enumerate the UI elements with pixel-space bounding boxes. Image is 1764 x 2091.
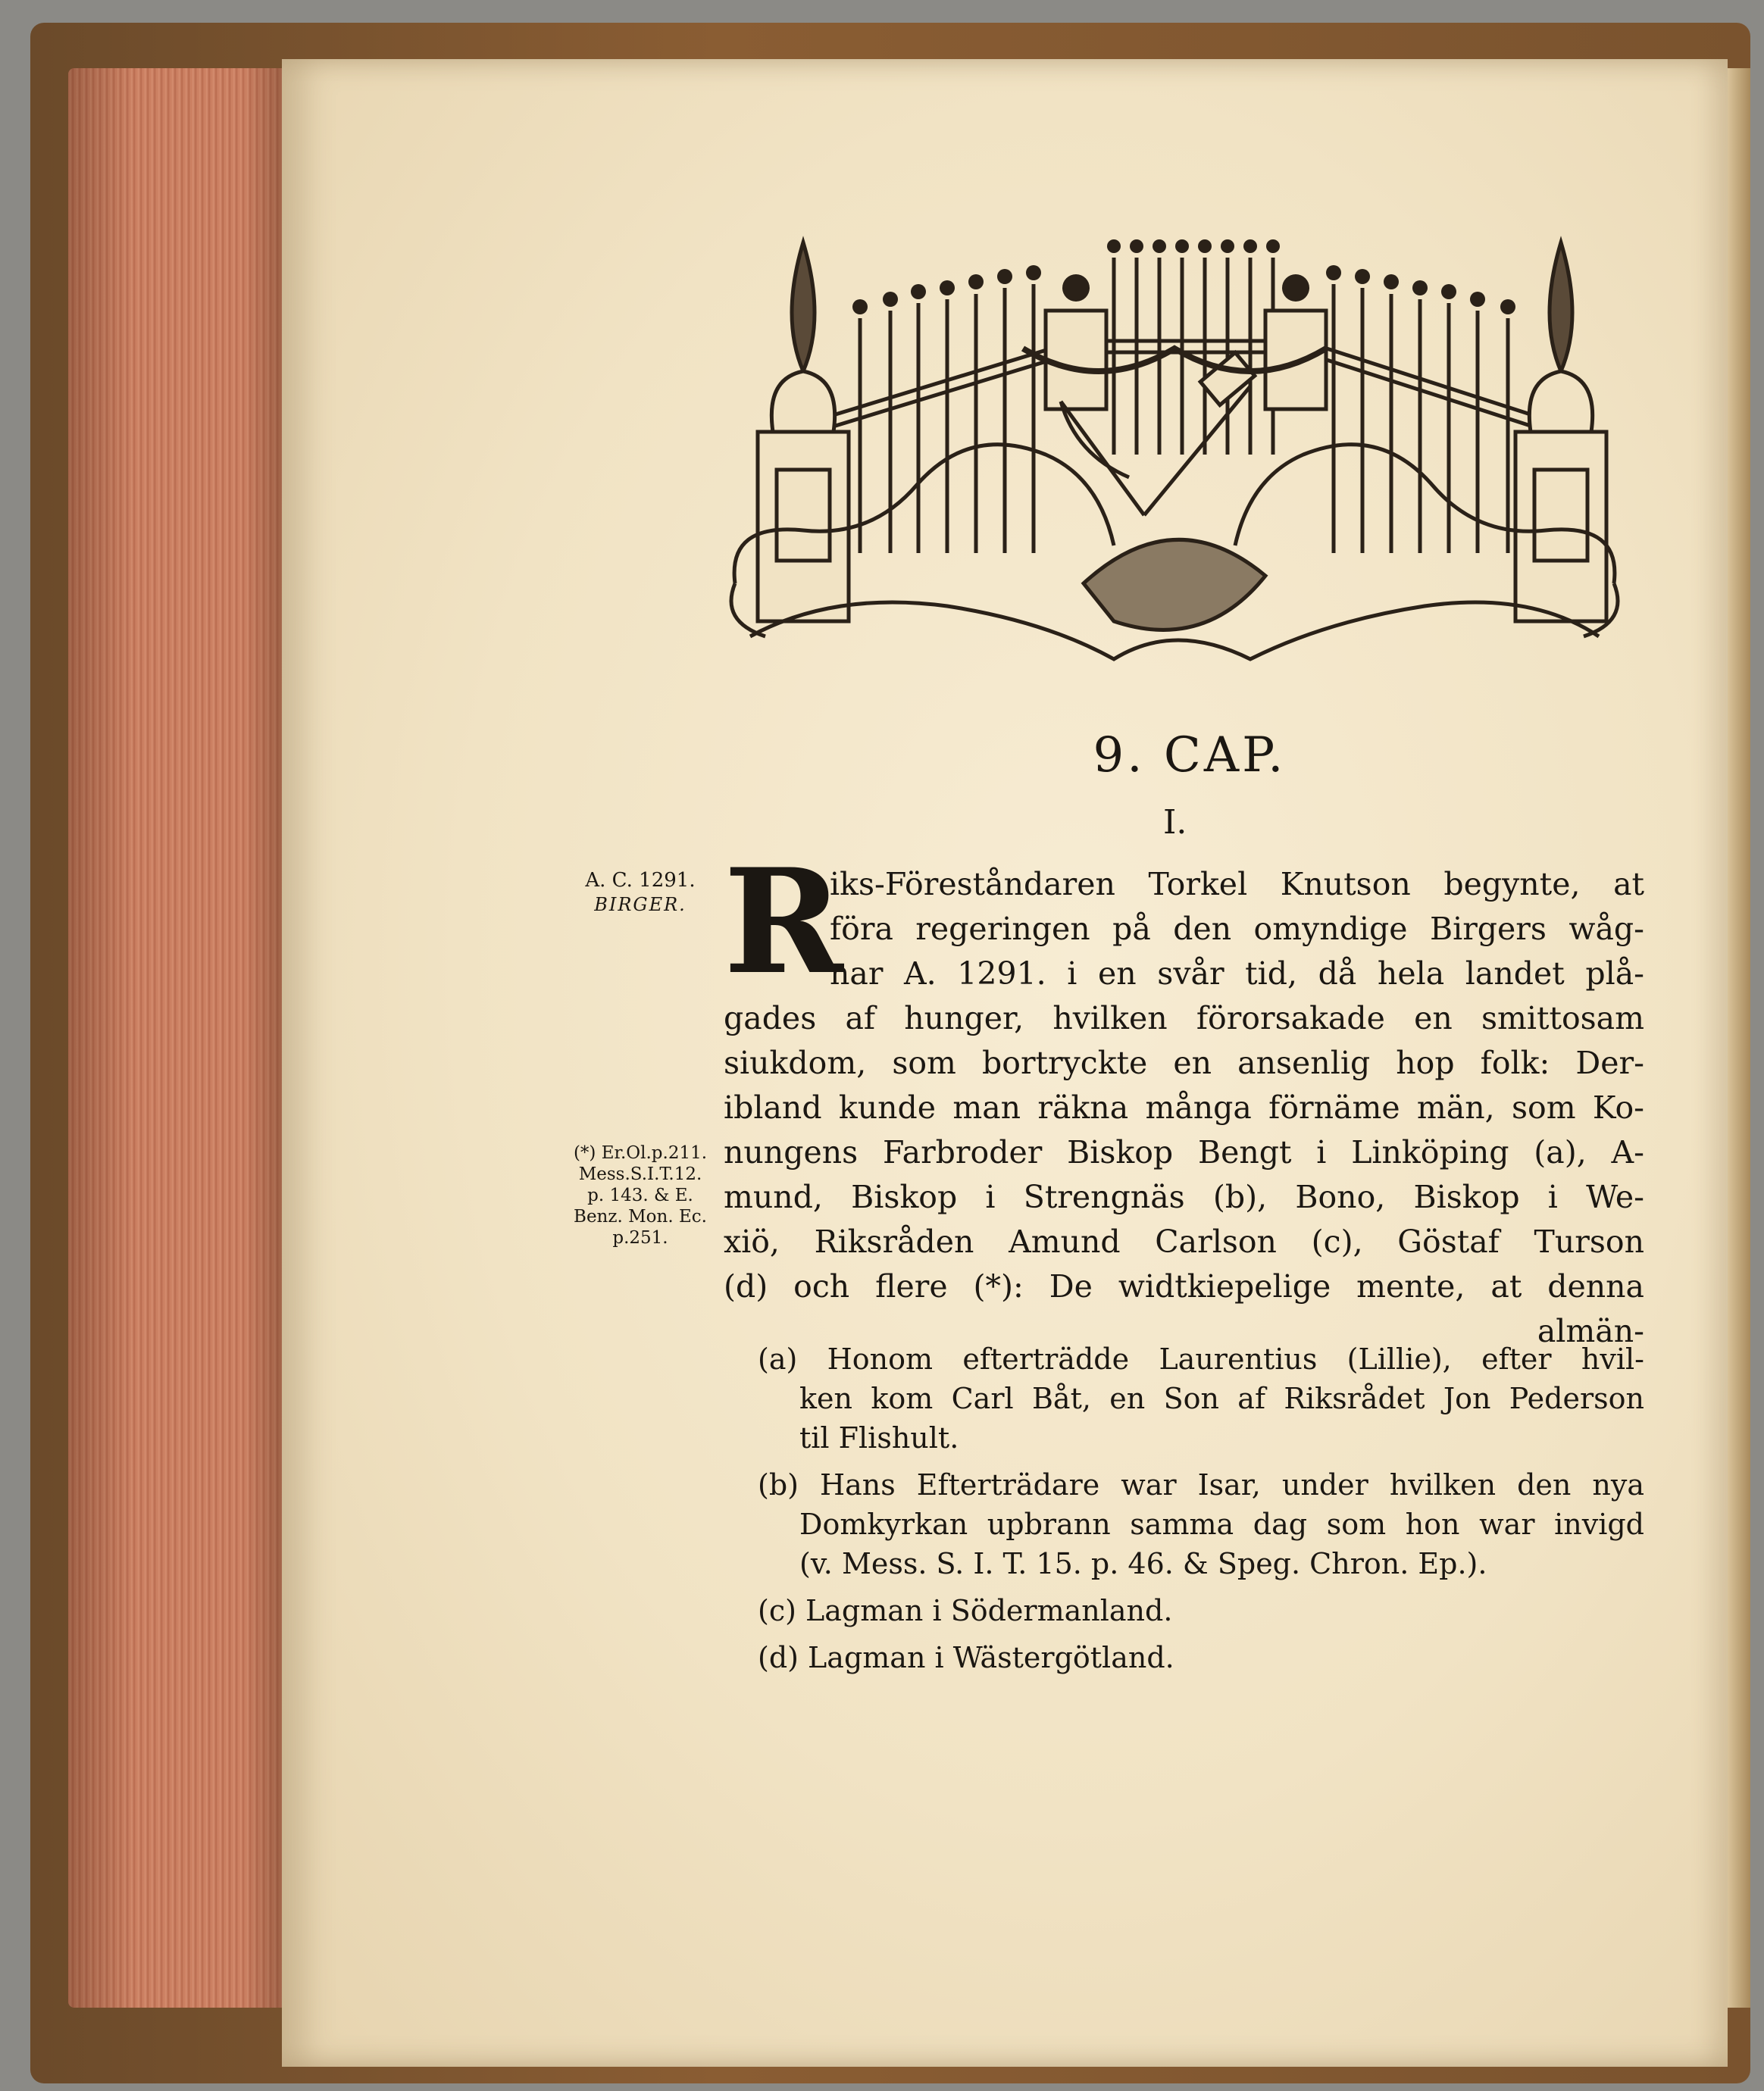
text-line: nungens Farbroder Biskop Bengt i Linköping (a), A-: [724, 1134, 1644, 1171]
text-line: ibland kunde man räkna många förnäme män, som Ko-: [724, 1089, 1644, 1126]
margin-note-line: (*) Er.Ol.p.211.: [573, 1143, 708, 1163]
footnotes: [758, 1339, 1644, 1677]
footnote-a-line: ken kom Carl Båt, en Son af Riksrådet Jon Pederson: [799, 1382, 1644, 1415]
text-line: mund, Biskop i Strengnäs (b), Bono, Biskop i We-: [724, 1179, 1644, 1215]
catchword: almän-: [1537, 1313, 1644, 1349]
drop-cap: R: [724, 837, 843, 1006]
right-page-edge: [1728, 68, 1750, 2008]
margin-note-line: p. 143. & E.: [587, 1186, 693, 1205]
margin-year: A. C. 1291.: [585, 869, 696, 892]
engraved-headpiece-ornament: [720, 227, 1629, 667]
text-line: föra regeringen på den omyndige Birgers wåg-: [830, 911, 1644, 947]
margin-note-line: Mess.S.I.T.12.: [578, 1164, 702, 1184]
margin-king-name: BIRGER.: [594, 894, 687, 915]
text-line: (d) och flere (*): De widtkiepelige mente, at denna: [724, 1268, 1644, 1305]
footnote-c-line: (c) Lagman i Södermanland.: [758, 1594, 1173, 1627]
footnote-b-line: (v. Mess. S. I. T. 15. p. 46. & Speg. Chron. Ep.).: [799, 1547, 1487, 1580]
text-line: gades af hunger, hvilken förorsakade en smittosam: [724, 1000, 1644, 1036]
footnote-a-line: (a) Honom efterträdde Laurentius (Lillie), efter hvil-: [758, 1342, 1644, 1376]
text-line: xiö, Riksråden Amund Carlson (c), Göstaf Turson: [724, 1224, 1644, 1260]
text-line: nar A. 1291. i en svår tid, då hela landet plå-: [830, 955, 1644, 992]
candles-right: [1334, 284, 1508, 553]
margin-note-line: Benz. Mon. Ec.: [574, 1207, 707, 1227]
footnote-b-line: (b) Hans Efterträdare war Isar, under hvilken den nya: [758, 1468, 1644, 1502]
section-number: I.: [1163, 803, 1187, 842]
footnote-a-line: til Flishult.: [799, 1421, 959, 1455]
footnote-b-line: Domkyrkan upbrann samma dag som hon war invigd: [799, 1508, 1644, 1541]
text-line: iks-Föreståndaren Torkel Knutson begynte, at: [830, 866, 1644, 902]
margin-reference-note: [557, 1142, 724, 1249]
footnote-d-line: (d) Lagman i Wästergötland.: [758, 1641, 1174, 1674]
chapter-title: 9. CAP.: [1093, 727, 1287, 783]
main-text: [724, 837, 1644, 1354]
page-edges-shade: [68, 68, 288, 2008]
text-line: siukdom, som bortryckte en ansenlig hop folk: Der-: [724, 1045, 1644, 1081]
margin-note-line: p.251.: [612, 1228, 668, 1248]
